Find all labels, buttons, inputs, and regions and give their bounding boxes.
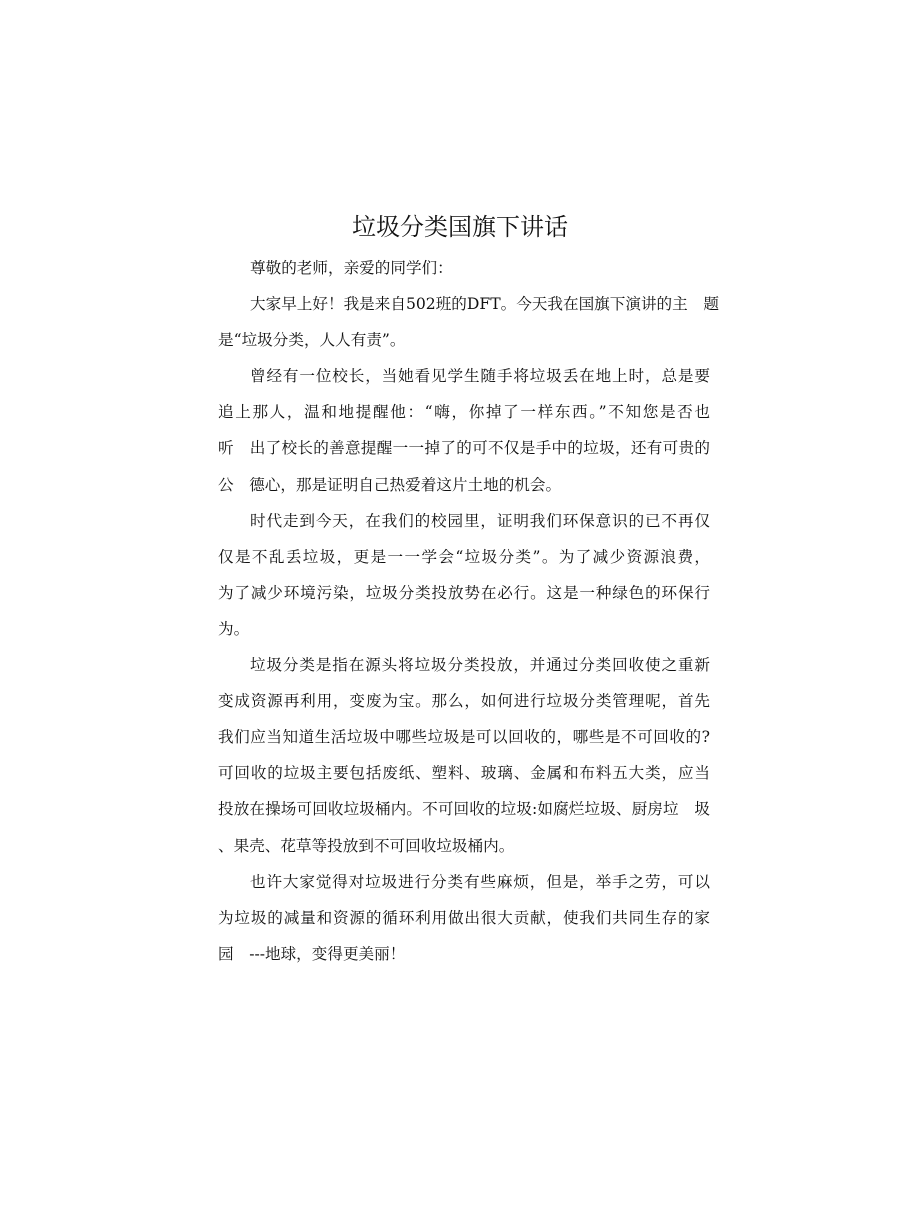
paragraph <box>218 864 710 972</box>
paragraph-line: 为。 <box>218 619 250 638</box>
paragraph-line: 公 德心，那是证明自己热爱着这片土地的机会。 <box>218 475 562 494</box>
paragraph <box>218 358 710 502</box>
paragraph <box>218 286 719 358</box>
paragraph-line: 也许大家觉得对垃圾进行分类有些麻烦，但是，举手之劳，可以 <box>250 872 710 891</box>
paragraph-line: 我们应当知道生活垃圾中哪些垃圾是可以回收的，哪些是不可回收的? <box>218 728 710 747</box>
paragraph-line: 仅是不乱丢垃圾，更是一一学会“垃圾分类”。为了减少资源浪费， <box>218 547 710 566</box>
paragraph-line: 曾经有一位校长，当她看见学生随手将垃圾丢在地上时，总是要 <box>250 367 710 386</box>
document-title: 垃圾分类国旗下讲话 <box>352 213 568 241</box>
document-body <box>218 250 719 972</box>
paragraph-line: 、果壳、花草等投放到不可回收垃圾桶内。 <box>218 836 515 855</box>
paragraph-line: 为了减少环境污染，垃圾分类投放势在必行。这是一种绿色的环保行 <box>218 583 710 602</box>
paragraph-line: 垃圾分类是指在源头将垃圾分类投放，并通过分类回收使之重新 <box>250 656 710 675</box>
paragraph-line: 尊敬的老师，亲爱的同学们： <box>250 259 453 277</box>
paragraph-line: 变成资源再利用，变废为宝。那么，如何进行垃圾分类管理呢，首先 <box>218 692 710 711</box>
paragraph <box>218 503 710 647</box>
paragraph-line: 可回收的垃圾主要包括废纸、塑料、玻璃、金属和布料五大类，应当 <box>218 764 710 783</box>
paragraph-line: 听 出了校长的善意提醒一一掉了的可不仅是手中的垃圾，还有可贵的 <box>218 439 710 458</box>
paragraph-line: 大家早上好！我是来自502班的DFT。今天我在国旗下演讲的主 题 <box>250 295 719 314</box>
paragraph-line: 为垃圾的减量和资源的循环利用做出很大贡献，使我们共同生存的家 <box>218 908 710 927</box>
paragraph-line: 是“垃圾分类，人人有责”。 <box>218 331 406 350</box>
paragraph-line: 追上那人，温和地提醒他：“嗨，你掉了一样东西。”不知您是否也 <box>218 403 710 422</box>
paragraph-line: 园 ---地球，变得更美丽！ <box>218 944 406 963</box>
paragraph <box>218 250 710 286</box>
paragraph <box>218 647 710 864</box>
paragraph-line: 投放在操场可回收垃圾桶内。不可回收的垃圾:如腐烂垃圾、厨房垃 圾 <box>218 800 710 819</box>
paragraph-line: 时代走到今天，在我们的校园里，证明我们环保意识的已不再仅 <box>250 511 710 530</box>
